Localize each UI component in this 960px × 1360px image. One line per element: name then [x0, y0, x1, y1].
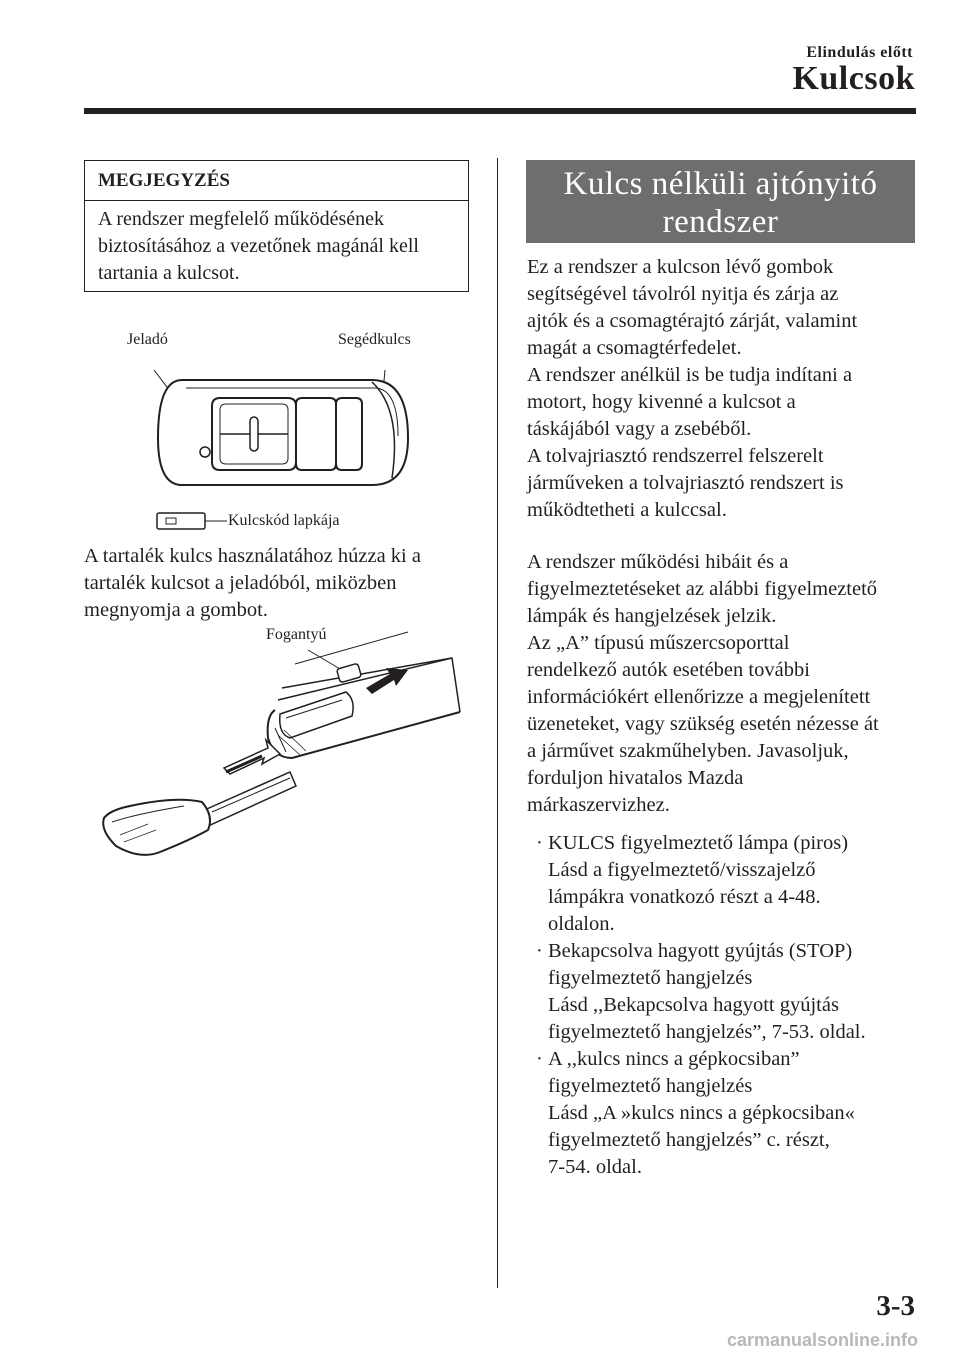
text-line: tartalék kulcsot a jeladóból, miközben: [84, 572, 397, 594]
text-line: rendelkező autók esetében további: [527, 659, 810, 681]
note-heading: MEGJEGYZÉS: [85, 161, 468, 201]
label-transmitter: Jeladó: [127, 331, 168, 348]
spare-key-instruction: [84, 543, 421, 624]
key-fob-illustration: [140, 360, 420, 510]
running-header-title: Kulcsok: [792, 60, 915, 97]
spare-key-removal-illustration: [90, 630, 470, 875]
watermark: carmanualsonline.info: [726, 1330, 918, 1350]
text-line: információkért ellenőrizze a megjelenített: [527, 686, 871, 708]
text-line: Ez a rendszer a kulcson lévő gombok: [527, 256, 834, 278]
text-line: A tartalék kulcs használatához húzza ki a: [84, 545, 421, 567]
code-plate-icon: [155, 510, 230, 532]
text-line: lámpák és hangjelzések jelzik.: [527, 605, 777, 627]
text-line: járműveken a tolvajriasztó rendszert is: [527, 472, 844, 494]
text-line: motort, hogy kivenné a kulcsot a: [527, 391, 796, 413]
page-number: 3-3: [876, 1290, 915, 1322]
text-line: segítségével távolról nyitja és zárja az: [527, 283, 839, 305]
label-code-plate: Kulcskód lapkája: [228, 512, 340, 529]
note-line: biztosításához a vezetőnek magánál kell: [98, 235, 419, 257]
label-aux-key: Segédkulcs: [338, 331, 411, 348]
text-line: működtetheti a kulccsal.: [527, 499, 727, 521]
section-title-banner: [526, 160, 915, 243]
keyless-intro-paragraph: [527, 254, 857, 524]
header-rule: [84, 108, 916, 114]
warnings-paragraph: [527, 549, 879, 819]
label-knob: Fogantyú: [266, 626, 327, 643]
text-line: forduljon hivatalos Mazda: [527, 767, 744, 789]
text-line: Az „A” típusú műszercsoporttal: [527, 632, 790, 654]
text-line: megnyomja a gombot.: [84, 599, 268, 621]
bullet-mark: ·: [536, 832, 543, 854]
note-body: [98, 206, 462, 287]
text-line: ajtók és a csomagtérajtó zárját, valamint: [527, 310, 858, 332]
running-header-section: Elindulás előtt: [806, 44, 913, 61]
text-line: figyelmeztetéseket az alábbi figyelmeztető: [527, 578, 878, 600]
section-title-line: rendszer: [662, 204, 779, 240]
section-title-line: Kulcs nélküli ajtónyitó: [563, 166, 878, 202]
note-line: tartania a kulcsot.: [98, 262, 240, 284]
bullet-text: A ,,kulcs nincs a gépkocsiban” figyelmeztető hangjelzés Lásd „A »kulcs nincs a gépkocsiban« figyelmeztető hangjelzés” c. részt, 7-54. oldal.: [548, 1048, 855, 1178]
text-line: márkaszervizhez.: [527, 794, 670, 816]
note-line: A rendszer megfelelő működésének: [98, 208, 385, 230]
text-line: A rendszer anélkül is be tudja indítani a: [527, 364, 853, 386]
text-line: üzeneteket, vagy szükség esetén nézesse át: [527, 713, 879, 735]
bullet-text: KULCS figyelmeztető lámpa (piros) Lásd a figyelmeztető/visszajelző lámpákra vonatkozó részt a 4-48. oldalon.: [548, 832, 849, 935]
bullet-mark: ·: [536, 1048, 543, 1070]
text-line: A tolvajriasztó rendszerrel felszerelt: [527, 445, 824, 467]
bullet-mark: ·: [536, 940, 543, 962]
text-line: A rendszer működési hibáit és a: [527, 551, 789, 573]
column-divider: [497, 158, 498, 1288]
bullet-text: Bekapcsolva hagyott gyújtás (STOP) figyelmeztető hangjelzés Lásd ,,Bekapcsolva hagyott gyújtás figyelmeztető hangjelzés”, 7-53. oldal.: [548, 940, 866, 1043]
note-box: [84, 160, 469, 292]
text-line: magát a csomagtérfedelet.: [527, 337, 742, 359]
text-line: táskájából vagy a zsebéből.: [527, 418, 752, 440]
text-line: a járművet szakműhelyben. Javasoljuk,: [527, 740, 849, 762]
